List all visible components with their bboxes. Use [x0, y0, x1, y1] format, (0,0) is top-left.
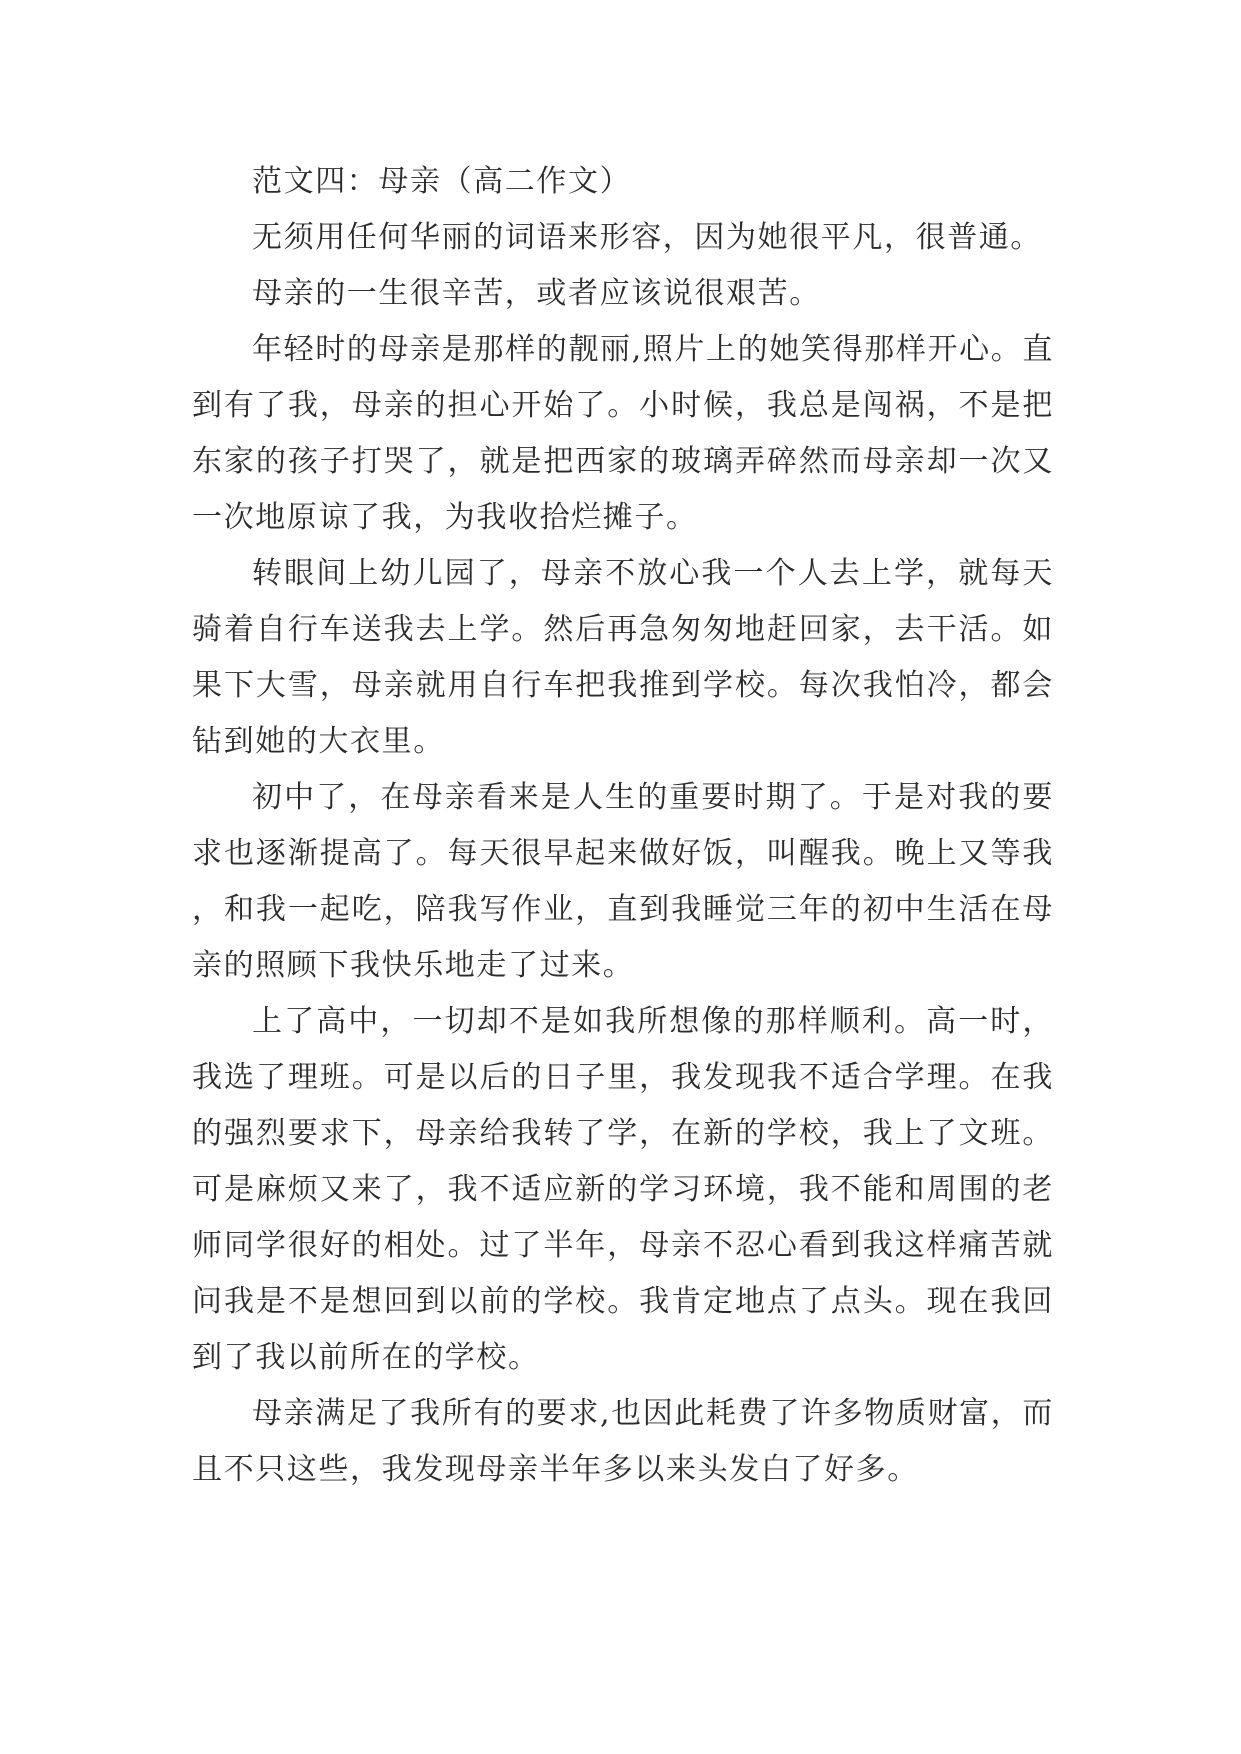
document-body: [192, 154, 1054, 1498]
paragraph: 转眼间上幼儿园了，母亲不放心我一个人去上学，就每天骑着自行车送我去上学。然后再急匆匆地赶回家，去干活。如果下大雪，母亲就用自行车把我推到学校。每次我怕冷，都会钻到她的大衣里。: [192, 556, 1054, 759]
paragraph: 上了高中，一切却不是如我所想像的那样顺利。高一时，我选了理班。可是以后的日子里，我发现我不适合学理。在我的强烈要求下，母亲给我转了学，在新的学校，我上了文班。可是麻烦又来了，我不适应新的学习环境，我不能和周围的老师同学很好的相处。过了半年，母亲不忍心看到我这样痛苦就问我是不是想回到以前的学校。我肯定地点了点头。现在我回到了我以前所在的学校。: [192, 1004, 1054, 1375]
paragraph: 母亲满足了我所有的要求,也因此耗费了许多物质财富，而且不只这些，我发现母亲半年多以来头发白了好多。: [192, 1396, 1054, 1487]
paragraph: 母亲的一生很辛苦，或者应该说很艰苦。: [252, 276, 821, 311]
paragraph: 初中了，在母亲看来是人生的重要时期了。于是对我的要求也逐渐提高了。每天很早起来做好饭，叫醒我。晚上又等我，和我一起吃，陪我写作业，直到我睡觉三年的初中生活在母亲的照顾下我快乐地走了过来。: [192, 780, 1054, 983]
paragraph: 无须用任何华丽的词语来形容，因为她很平凡，很普通。: [252, 220, 1042, 255]
paragraph: 年轻时的母亲是那样的靓丽,照片上的她笑得那样开心。直到有了我，母亲的担心开始了。小时候，我总是闯祸，不是把东家的孩子打哭了，就是把西家的玻璃弄碎然而母亲却一次又一次地原谅了我，为我收拾烂摊子。: [192, 332, 1054, 535]
document-title: 范文四：母亲（高二作文）: [252, 164, 632, 199]
